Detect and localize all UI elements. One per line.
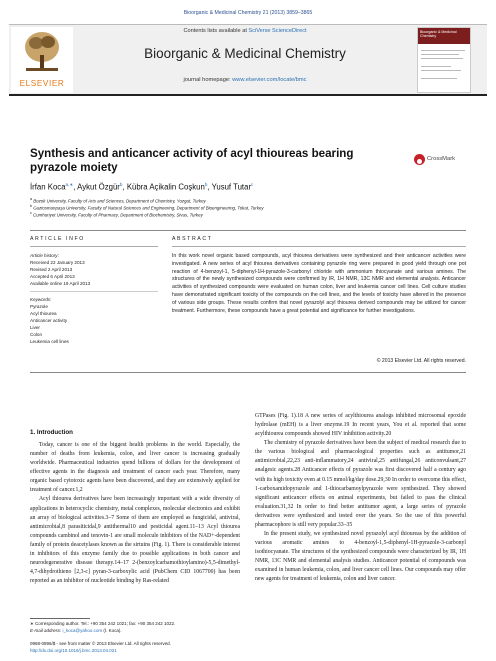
cover-text-line [421, 70, 461, 71]
cover-banner [418, 28, 470, 44]
abstract-divider [172, 246, 466, 247]
author-affiliation-mark: a,∗ [65, 182, 74, 187]
author-name[interactable]: İrfan Koca [30, 182, 66, 192]
author-name[interactable]: Kübra Açikalin Coşkun [126, 182, 205, 192]
keywords-label: Keywords: [30, 297, 52, 302]
affiliation [30, 211, 470, 217]
author-affiliation-mark: b [204, 182, 208, 187]
journal-cover-thumbnail[interactable] [417, 27, 471, 93]
body-paragraph: Today, cancer is one of the biggest health problems in the world. Especially, the number of deaths from leukemia, colon, and liver cancer is increasing gradually worldwide. Pharmaceutical industries spend billions of dollars for the development of effective agents in the diagnosis and treatment of cancer each year. Therefore, many organic based cytotoxic agents have been discovered, and they are extensively applied for treatment of cancer.1,2 [30, 442, 240, 494]
history-revised: Revised 2 April 2013 [30, 267, 73, 272]
abstract-copyright: © 2013 Elsevier Ltd. All rights reserved. [376, 358, 466, 364]
cover-text-line [421, 54, 459, 55]
corresponding-author-note: ∗ Corresponding author. Tel.: +90 354 242 1021; fax: +90 354 242 1022. [30, 621, 176, 626]
info-divider [30, 246, 158, 247]
journal-homepage [80, 77, 410, 83]
body-left-column [30, 441, 240, 586]
author-name[interactable]: Aykut Özgür [77, 182, 120, 192]
history-online: Available online 19 April 2013 [30, 281, 91, 286]
crossmark-badge[interactable] [414, 152, 464, 168]
history-label: Article history: [30, 253, 59, 258]
affiliation-text: Gaziosmanpaşa University, Faculty of Natural Sciences and Engineering, Department of Bioengineering, Tokat, Turkey [33, 205, 264, 211]
keyword: Pyrazole [30, 304, 48, 309]
homepage-prefix: journal homepage: [183, 77, 233, 83]
crossmark-icon [414, 154, 425, 165]
body-paragraph: The chemistry of pyrazole derivatives have been the subject of medical research due to the various biological and pharmacological properties such as antitumor,21 antimicrobial,22,23 anti-inflammatory,24 antiviral,25 antifungal,26 anticonvulsant,27 analgesic agents.28 Anticancer effects of pyrazole was first discovered half a century ago with its high toxicity even at 0.15 mmol/kg/day dose.29,30 In order to overcome this effect, 1-carboxamidopyrazole and 1-thiocarbamoylpyrazole were synthesized. They showed significant anticancer effects on animal experiments, but failed to pass the clinical evaluation.31,32 In order to find better antitumor agent, a large series of pyrazole derivatives were synthesized and tested over the years. So the use of this powerful pharmacophore is still very popular.33–35 [255, 440, 467, 528]
body-paragraph: GTPases (Fig. 1).18 A new series of acylthiourea analogs inhibited microsomal epoxide hydrolase (mEH) is a liver enzyme.19 In recent years, You et al. reported that some acylthiourea compounds showed HIV inhibition activity.20 [255, 413, 466, 438]
author-affiliation-mark: b [119, 182, 123, 187]
doi-line [30, 648, 117, 653]
email-note [30, 628, 122, 633]
cover-title: Bioorganic & Medicinal Chemistry [420, 30, 457, 38]
email-prefix: E-mail address: [30, 628, 63, 633]
journal-reference: Bioorganic & Medicinal Chemistry 21 (2013) 3859–3865 [183, 10, 313, 16]
affiliation [30, 197, 470, 203]
keyword: Acyl thiourea [30, 311, 57, 316]
cover-text-line [421, 50, 465, 51]
issn-line: 0968-0896/$ - see front matter © 2013 Elsevier Ltd. All rights reserved. [30, 641, 171, 646]
elsevier-logo[interactable] [11, 27, 73, 93]
article-info-label: ARTICLE INFO [30, 236, 85, 242]
keyword: Colon [30, 332, 43, 337]
elsevier-wordmark: ELSEVIER [19, 79, 65, 88]
journal-title: Bioorganic & Medicinal Chemistry [144, 46, 346, 61]
elsevier-tree-icon [22, 29, 62, 73]
doi-link[interactable]: http://dx.doi.org/10.1016/j.bmc.2013.04.021 [30, 648, 117, 653]
affiliation-mark: a [30, 197, 32, 201]
author-affiliation-mark: c [251, 182, 254, 187]
history-received: Received 22 January 2013 [30, 260, 85, 265]
abstract-label: ABSTRACT [172, 236, 213, 242]
introduction-heading: 1. Introduction [30, 429, 73, 436]
section-divider [30, 372, 466, 373]
section-divider [30, 230, 466, 231]
keyword: Liver [30, 325, 40, 330]
keyword: Leukemia cell lines [30, 339, 69, 344]
affiliation-text: Cumhuriyet University, Faculty of Pharmacy, Department of Biochemistry, Sivas, Turkey [33, 212, 203, 218]
cover-text-line [421, 78, 457, 79]
body-paragraph: Acyl thiourea derivatives have been increasingly important with a wide diversity of applications in heterocyclic chemistry, metal complexes, molecular electronics and exhibit an array of biological activities.3–7 Some of them are employed as fungicidal, antiviral, antimicrobial,8 parasiticidal,9 antithermal10 and pesticidal agent.11–13 Acyl thiourea compounds cambinol and tenovin-1 are small molecule inhibitors of the NAD+-dependent family of protein deacetylases known as the sirtuins (Fig. 1). There is considerable interest in inhibitors of this enzyme family due to possible applications in both cancer and neurodegenerative disease therapy.14–17 2-(benzoylcarbamothioylamino)-5,5-dimethyl-4,7-dihydrothieno [2,3-c] pyran-3-carboxylic acid (PubChem CID 1067700) has been reported as an inhibitor of nucleotide binding by Ras-related [30, 496, 240, 585]
article-title: Synthesis and anticancer activity of acyl thioureas bearing pyrazole moiety [30, 147, 354, 175]
body-right-column [255, 412, 466, 584]
contents-prefix: Contents lists available at [183, 28, 249, 34]
affiliation-text: Bozok University, Faculty of Arts and Sciences, Department of Chemistry, Yozgat, Turkey [33, 198, 206, 204]
affiliation-mark: b [30, 204, 32, 208]
cover-text-line [421, 66, 451, 67]
cover-text-line [421, 58, 463, 59]
body-paragraph: In the present study, we synthesized novel pyrazolyl acyl thioureas by the addition of various aromatic amines to 4-benzoyl-1,5-diphenyl-1H-pyrazole-3-carbonyl isothiocyanate. The structures of the synthesized compounds were characterized by IR, 1H NMR, 13C NMR and elemental analysis studies. Anticancer potential of compounds was examined in human leukemia, colon, and liver cancer cell lines. Our compounds may offer new agents for treatment of leukemia, colon and liver cancer. [255, 531, 466, 583]
keywords-divider [30, 291, 158, 292]
affiliation [30, 204, 470, 210]
abstract-text: In this work novel organic based compounds, acyl thiourea derivatives were synthesized and their anticancer activities were investigated. A new series of acyl thiourea derivatives containing pyrazole ring were prepared in good yield through one pot reaction of 4-benzoyl-1, 5-diphenyl-1H-pyrazole-3-carbonyl chloride with ammonium thiocyanate and various amines. The structures of the newly synthesized compounds were confirmed by IR, 1H NMR, 13C NMR and elemental analysis. Anticancer activities of synthesized compounds were evaluated on human colon, liver and leukemia cancer cell lines. Cell culture studies have demonstrated significant toxicity of the compounds on the cell lines, and the levels of toxicity have altered in the presence of various side groups. These results confirm that novel pyrazolyl acyl thiourea derived compounds may be utilized for cancer treatment. Furthermore, these compounds have a great potential and significance for further investigations. [172, 253, 466, 314]
affiliation-mark: c [30, 211, 32, 215]
email-link[interactable]: i_koca@yahoo.com [62, 628, 103, 633]
homepage-link[interactable]: www.elsevier.com/locate/bmc [232, 77, 307, 83]
sciencedirect-link[interactable]: SciVerse ScienceDirect [248, 28, 307, 34]
history-accepted: Accepted 6 April 2013 [30, 274, 75, 279]
contents-line [80, 28, 410, 34]
author-list: İrfan Koca$^{a,∗}$, Aykut Özgür$^b$, Kübra Açikalin Coşkun$^b$, Yusuf Tutar$^c$ [30, 182, 254, 192]
keyword: Anticancer activity [30, 318, 68, 323]
author-name[interactable]: Yusuf Tutar [211, 182, 252, 192]
footnote-divider [30, 618, 90, 619]
email-suffix: (İ. Koca). [102, 628, 122, 633]
crossmark-label: CrossMark [427, 156, 456, 162]
